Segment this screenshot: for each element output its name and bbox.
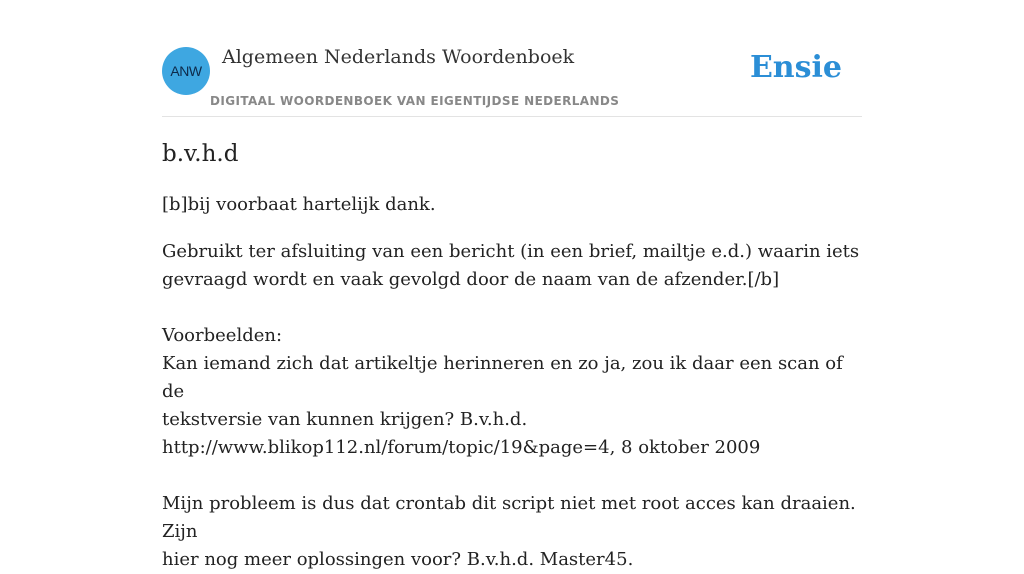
entry-body <box>162 238 862 574</box>
body-line: Mijn probleem is dus dat crontab dit script niet met root acces kan draaien. Zijn <box>162 493 856 542</box>
examples-heading: Voorbeelden: <box>162 325 283 346</box>
entry-content <box>162 136 862 574</box>
entry-term: b.v.h.d <box>162 141 239 167</box>
body-line: Kan iemand zich dat artikeltje herinneren en zo ja, zou ik daar een scan of de <box>162 353 843 402</box>
entry-definition: [b]bij voorbaat hartelijk dank. <box>162 194 436 215</box>
body-blank-line <box>162 462 862 490</box>
ensie-logo[interactable]: Ensie <box>749 50 842 85</box>
example-source: http://www.blikop112.nl/forum/topic/19&page=4, 8 oktober 2009 <box>162 437 761 458</box>
body-line: hier nog meer oplossingen voor? B.v.h.d. Master45. <box>162 549 634 570</box>
body-blank-line <box>162 294 862 322</box>
anw-logo[interactable]: ANW <box>162 47 210 95</box>
site-header <box>162 0 862 117</box>
site-subtitle: DIGITAAL WOORDENBOEK VAN EIGENTIJDSE NEDERLANDS <box>210 94 620 108</box>
body-line: tekstversie van kunnen krijgen? B.v.h.d. <box>162 409 528 430</box>
body-line: gevraagd wordt en vaak gevolgd door de naam van de afzender.[/b] <box>162 269 780 290</box>
site-title[interactable]: Algemeen Nederlands Woordenboek <box>222 46 575 68</box>
body-line: Gebruikt ter afsluiting van een bericht (in een brief, mailtje e.d.) waarin iets <box>162 241 860 262</box>
